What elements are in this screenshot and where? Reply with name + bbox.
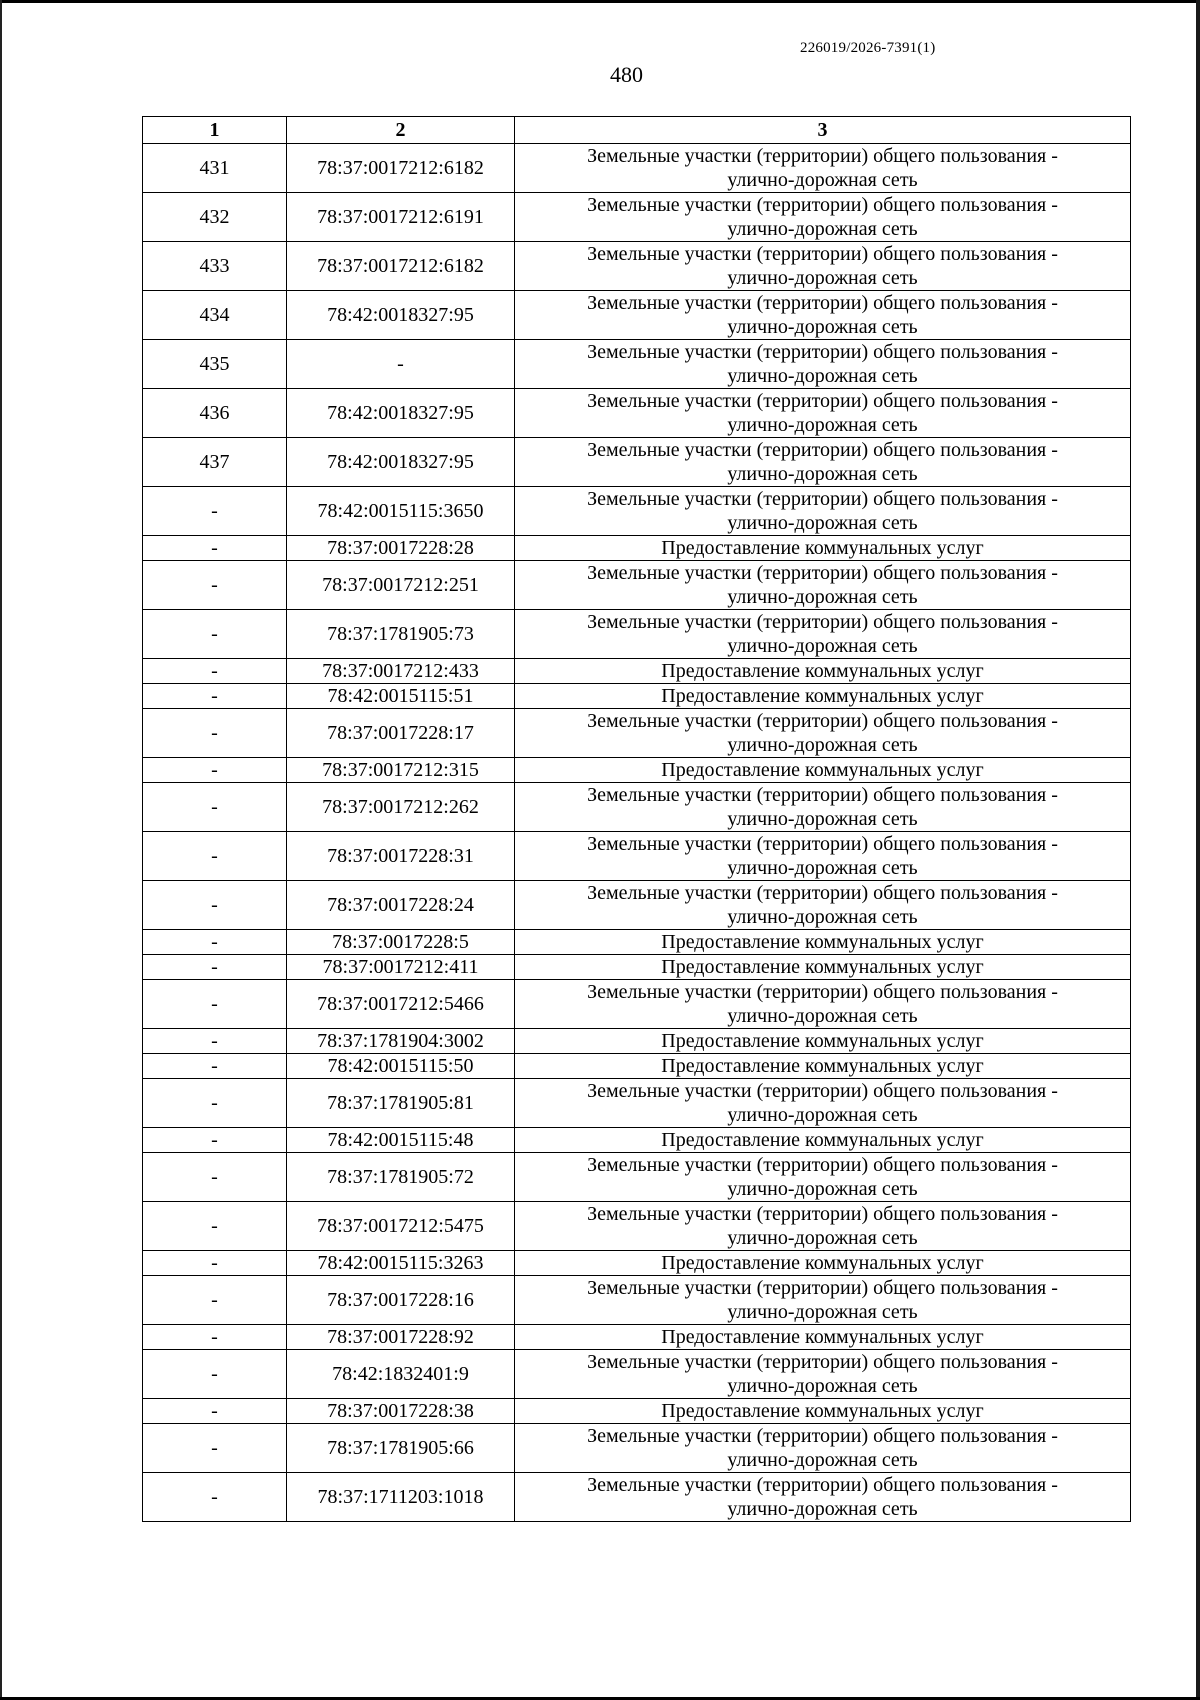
purpose-text-line: улично-дорожная сеть bbox=[727, 635, 918, 657]
purpose-text-line: Предоставление коммунальных услуг bbox=[661, 685, 984, 707]
purpose-text-line: улично-дорожная сеть bbox=[727, 316, 918, 338]
purpose-text-line: улично-дорожная сеть bbox=[727, 512, 918, 534]
table-row bbox=[143, 1079, 1131, 1128]
row-number-cell: - bbox=[143, 930, 287, 955]
purpose-text-line: улично-дорожная сеть bbox=[727, 463, 918, 485]
row-number-cell: - bbox=[143, 1473, 287, 1522]
purpose-text-line: Земельные участки (территории) общего пользования - bbox=[587, 243, 1058, 265]
purpose-text-line: Земельные участки (территории) общего пользования - bbox=[587, 562, 1058, 584]
cadastral-number-cell: 78:37:1711203:1018 bbox=[287, 1473, 515, 1522]
purpose-cell bbox=[515, 1079, 1131, 1128]
table-row bbox=[143, 1054, 1131, 1079]
purpose-text-line: Земельные участки (территории) общего пользования - bbox=[587, 833, 1058, 855]
cadastral-number-cell: 78:42:0018327:95 bbox=[287, 291, 515, 340]
table-row bbox=[143, 1202, 1131, 1251]
purpose-cell bbox=[515, 1424, 1131, 1473]
cadastral-number-cell: 78:37:0017212:5466 bbox=[287, 980, 515, 1029]
purpose-text-line: Предоставление коммунальных услуг bbox=[661, 660, 984, 682]
table-row bbox=[143, 561, 1131, 610]
cadastral-number-cell: 78:42:0015115:51 bbox=[287, 684, 515, 709]
purpose-text-line: улично-дорожная сеть bbox=[727, 1178, 918, 1200]
purpose-cell bbox=[515, 340, 1131, 389]
purpose-text-line: Земельные участки (территории) общего пользования - bbox=[587, 1277, 1058, 1299]
cadastral-number-cell: 78:37:0017228:17 bbox=[287, 709, 515, 758]
table-row bbox=[143, 487, 1131, 536]
table-row bbox=[143, 242, 1131, 291]
row-number-cell: - bbox=[143, 709, 287, 758]
purpose-text-line: Земельные участки (территории) общего пользования - bbox=[587, 882, 1058, 904]
table-row bbox=[143, 930, 1131, 955]
cadastral-number-cell: 78:42:0018327:95 bbox=[287, 389, 515, 438]
purpose-text-line: улично-дорожная сеть bbox=[727, 1498, 918, 1520]
cadastral-number-cell: - bbox=[287, 340, 515, 389]
purpose-text-line: Предоставление коммунальных услуг bbox=[661, 537, 984, 559]
table-row bbox=[143, 881, 1131, 930]
cadastral-number-cell: 78:37:0017228:38 bbox=[287, 1399, 515, 1424]
row-number-cell: - bbox=[143, 980, 287, 1029]
table-row bbox=[143, 1473, 1131, 1522]
row-number-cell: - bbox=[143, 1054, 287, 1079]
purpose-cell bbox=[515, 783, 1131, 832]
purpose-cell bbox=[515, 1128, 1131, 1153]
row-number-cell: - bbox=[143, 684, 287, 709]
purpose-text-line: Земельные участки (территории) общего пользования - bbox=[587, 611, 1058, 633]
cadastral-number-cell: 78:42:0015115:3263 bbox=[287, 1251, 515, 1276]
table-row bbox=[143, 684, 1131, 709]
row-number-cell: - bbox=[143, 1079, 287, 1128]
purpose-text-line: Предоставление коммунальных услуг bbox=[661, 1400, 984, 1422]
header-col-2: 2 bbox=[287, 117, 515, 144]
scan-edge-left bbox=[0, 0, 2, 1700]
table-row bbox=[143, 1153, 1131, 1202]
table-row bbox=[143, 832, 1131, 881]
purpose-text-line: Земельные участки (территории) общего пользования - bbox=[587, 439, 1058, 461]
purpose-cell bbox=[515, 1350, 1131, 1399]
row-number-cell: - bbox=[143, 610, 287, 659]
purpose-cell bbox=[515, 487, 1131, 536]
purpose-cell bbox=[515, 389, 1131, 438]
row-number-cell: 431 bbox=[143, 144, 287, 193]
purpose-text-line: Земельные участки (территории) общего пользования - bbox=[587, 784, 1058, 806]
row-number-cell: - bbox=[143, 1350, 287, 1399]
row-number-cell: 435 bbox=[143, 340, 287, 389]
header-row bbox=[143, 117, 1131, 144]
purpose-text-line: улично-дорожная сеть bbox=[727, 365, 918, 387]
purpose-text-line: улично-дорожная сеть bbox=[727, 169, 918, 191]
cadastral-number-cell: 78:42:0018327:95 bbox=[287, 438, 515, 487]
purpose-cell bbox=[515, 1473, 1131, 1522]
purpose-cell bbox=[515, 610, 1131, 659]
row-number-cell: - bbox=[143, 1399, 287, 1424]
table-row bbox=[143, 659, 1131, 684]
cadastral-number-cell: 78:37:0017212:251 bbox=[287, 561, 515, 610]
row-number-cell: 437 bbox=[143, 438, 287, 487]
cadastral-number-cell: 78:37:1781905:66 bbox=[287, 1424, 515, 1473]
cadastral-number-cell: 78:37:0017212:6191 bbox=[287, 193, 515, 242]
row-number-cell: - bbox=[143, 487, 287, 536]
row-number-cell: - bbox=[143, 536, 287, 561]
table-row bbox=[143, 980, 1131, 1029]
row-number-cell: - bbox=[143, 1251, 287, 1276]
purpose-text-line: Земельные участки (территории) общего пользования - bbox=[587, 341, 1058, 363]
row-number-cell: - bbox=[143, 1029, 287, 1054]
document-id: 226019/2026-7391(1) bbox=[800, 40, 936, 56]
row-number-cell: - bbox=[143, 783, 287, 832]
table-row bbox=[143, 291, 1131, 340]
table-row bbox=[143, 1325, 1131, 1350]
purpose-text-line: Земельные участки (территории) общего пользования - bbox=[587, 488, 1058, 510]
cadastral-number-cell: 78:37:0017212:6182 bbox=[287, 144, 515, 193]
purpose-text-line: улично-дорожная сеть bbox=[727, 267, 918, 289]
purpose-text-line: Предоставление коммунальных услуг bbox=[661, 1129, 984, 1151]
purpose-text-line: Предоставление коммунальных услуг bbox=[661, 1252, 984, 1274]
table-header bbox=[143, 117, 1131, 144]
table-row bbox=[143, 955, 1131, 980]
purpose-cell bbox=[515, 1054, 1131, 1079]
purpose-cell bbox=[515, 193, 1131, 242]
purpose-text-line: Земельные участки (территории) общего пользования - bbox=[587, 194, 1058, 216]
purpose-cell bbox=[515, 881, 1131, 930]
purpose-text-line: улично-дорожная сеть bbox=[727, 1375, 918, 1397]
cadastral-number-cell: 78:37:1781905:81 bbox=[287, 1079, 515, 1128]
table-row bbox=[143, 1276, 1131, 1325]
purpose-cell bbox=[515, 955, 1131, 980]
purpose-text-line: Земельные участки (территории) общего пользования - bbox=[587, 710, 1058, 732]
purpose-text-line: Предоставление коммунальных услуг bbox=[661, 931, 984, 953]
purpose-text-line: Земельные участки (территории) общего пользования - bbox=[587, 1203, 1058, 1225]
header-col-1: 1 bbox=[143, 117, 287, 144]
table-row bbox=[143, 610, 1131, 659]
cadastral-number-cell: 78:42:1832401:9 bbox=[287, 1350, 515, 1399]
page-number: 480 bbox=[610, 62, 643, 87]
purpose-text-line: улично-дорожная сеть bbox=[727, 218, 918, 240]
cadastral-number-cell: 78:37:0017212:6182 bbox=[287, 242, 515, 291]
purpose-text-line: улично-дорожная сеть bbox=[727, 1005, 918, 1027]
purpose-text-line: Земельные участки (территории) общего пользования - bbox=[587, 1425, 1058, 1447]
purpose-cell bbox=[515, 659, 1131, 684]
purpose-cell bbox=[515, 1202, 1131, 1251]
purpose-text-line: Земельные участки (территории) общего пользования - bbox=[587, 292, 1058, 314]
row-number-cell: - bbox=[143, 955, 287, 980]
cadastral-number-cell: 78:37:0017228:5 bbox=[287, 930, 515, 955]
purpose-cell bbox=[515, 144, 1131, 193]
row-number-cell: 436 bbox=[143, 389, 287, 438]
cadastral-number-cell: 78:37:1781904:3002 bbox=[287, 1029, 515, 1054]
row-number-cell: - bbox=[143, 659, 287, 684]
purpose-text-line: улично-дорожная сеть bbox=[727, 1449, 918, 1471]
cadastral-number-cell: 78:37:0017228:28 bbox=[287, 536, 515, 561]
header-col-3: 3 bbox=[515, 117, 1131, 144]
row-number-cell: - bbox=[143, 832, 287, 881]
purpose-text-line: Земельные участки (территории) общего пользования - bbox=[587, 1080, 1058, 1102]
row-number-cell: 434 bbox=[143, 291, 287, 340]
table-row bbox=[143, 1128, 1131, 1153]
row-number-cell: - bbox=[143, 561, 287, 610]
row-number-cell: - bbox=[143, 1202, 287, 1251]
purpose-text-line: Предоставление коммунальных услуг bbox=[661, 1055, 984, 1077]
row-number-cell: 432 bbox=[143, 193, 287, 242]
row-number-cell: - bbox=[143, 1153, 287, 1202]
purpose-text-line: Земельные участки (территории) общего пользования - bbox=[587, 1474, 1058, 1496]
land-plots-table bbox=[142, 116, 1131, 1522]
purpose-cell bbox=[515, 1029, 1131, 1054]
row-number-cell: - bbox=[143, 1276, 287, 1325]
table-row bbox=[143, 438, 1131, 487]
purpose-cell bbox=[515, 758, 1131, 783]
purpose-text-line: Предоставление коммунальных услуг bbox=[661, 1326, 984, 1348]
cadastral-number-cell: 78:37:0017212:5475 bbox=[287, 1202, 515, 1251]
row-number-cell: - bbox=[143, 758, 287, 783]
purpose-cell bbox=[515, 930, 1131, 955]
purpose-text-line: улично-дорожная сеть bbox=[727, 808, 918, 830]
table-row bbox=[143, 1424, 1131, 1473]
row-number-cell: - bbox=[143, 881, 287, 930]
table-row bbox=[143, 1399, 1131, 1424]
purpose-text-line: Предоставление коммунальных услуг bbox=[661, 759, 984, 781]
purpose-text-line: улично-дорожная сеть bbox=[727, 1227, 918, 1249]
row-number-cell: - bbox=[143, 1424, 287, 1473]
cadastral-number-cell: 78:37:0017228:24 bbox=[287, 881, 515, 930]
purpose-cell bbox=[515, 1251, 1131, 1276]
purpose-cell bbox=[515, 684, 1131, 709]
cadastral-number-cell: 78:37:0017228:16 bbox=[287, 1276, 515, 1325]
purpose-cell bbox=[515, 1153, 1131, 1202]
purpose-text-line: улично-дорожная сеть bbox=[727, 857, 918, 879]
row-number-cell: - bbox=[143, 1128, 287, 1153]
table-row bbox=[143, 709, 1131, 758]
table-row bbox=[143, 1251, 1131, 1276]
purpose-cell bbox=[515, 980, 1131, 1029]
cadastral-number-cell: 78:37:0017212:315 bbox=[287, 758, 515, 783]
table-row bbox=[143, 783, 1131, 832]
purpose-text-line: Предоставление коммунальных услуг bbox=[661, 1030, 984, 1052]
purpose-text-line: Земельные участки (территории) общего пользования - bbox=[587, 390, 1058, 412]
purpose-text-line: Земельные участки (территории) общего пользования - bbox=[587, 1154, 1058, 1176]
table-row bbox=[143, 389, 1131, 438]
purpose-text-line: улично-дорожная сеть bbox=[727, 1104, 918, 1126]
scan-edge-right bbox=[1196, 0, 1200, 1700]
cadastral-number-cell: 78:37:0017212:433 bbox=[287, 659, 515, 684]
purpose-text-line: Земельные участки (территории) общего пользования - bbox=[587, 981, 1058, 1003]
table-row bbox=[143, 1350, 1131, 1399]
purpose-cell bbox=[515, 291, 1131, 340]
purpose-cell bbox=[515, 832, 1131, 881]
table-row bbox=[143, 536, 1131, 561]
purpose-text-line: улично-дорожная сеть bbox=[727, 586, 918, 608]
cadastral-number-cell: 78:37:1781905:72 bbox=[287, 1153, 515, 1202]
table-row bbox=[143, 340, 1131, 389]
purpose-text-line: улично-дорожная сеть bbox=[727, 414, 918, 436]
scan-edge-top bbox=[0, 0, 1200, 3]
purpose-cell bbox=[515, 1276, 1131, 1325]
purpose-text-line: улично-дорожная сеть bbox=[727, 734, 918, 756]
purpose-text-line: Земельные участки (территории) общего пользования - bbox=[587, 1351, 1058, 1373]
purpose-text-line: Предоставление коммунальных услуг bbox=[661, 956, 984, 978]
table-row bbox=[143, 144, 1131, 193]
cadastral-number-cell: 78:42:0015115:48 bbox=[287, 1128, 515, 1153]
table-row bbox=[143, 758, 1131, 783]
purpose-text-line: улично-дорожная сеть bbox=[727, 906, 918, 928]
row-number-cell: 433 bbox=[143, 242, 287, 291]
purpose-cell bbox=[515, 561, 1131, 610]
purpose-text-line: улично-дорожная сеть bbox=[727, 1301, 918, 1323]
cadastral-number-cell: 78:37:0017228:92 bbox=[287, 1325, 515, 1350]
purpose-text-line: Земельные участки (территории) общего пользования - bbox=[587, 145, 1058, 167]
purpose-cell bbox=[515, 1325, 1131, 1350]
purpose-cell bbox=[515, 1399, 1131, 1424]
table-body bbox=[143, 144, 1131, 1522]
purpose-cell bbox=[515, 709, 1131, 758]
table-row bbox=[143, 1029, 1131, 1054]
cadastral-number-cell: 78:42:0015115:3650 bbox=[287, 487, 515, 536]
row-number-cell: - bbox=[143, 1325, 287, 1350]
cadastral-number-cell: 78:37:0017212:411 bbox=[287, 955, 515, 980]
cadastral-number-cell: 78:37:1781905:73 bbox=[287, 610, 515, 659]
cadastral-number-cell: 78:37:0017228:31 bbox=[287, 832, 515, 881]
purpose-cell bbox=[515, 536, 1131, 561]
cadastral-number-cell: 78:37:0017212:262 bbox=[287, 783, 515, 832]
purpose-cell bbox=[515, 242, 1131, 291]
cadastral-number-cell: 78:42:0015115:50 bbox=[287, 1054, 515, 1079]
purpose-cell bbox=[515, 438, 1131, 487]
table-row bbox=[143, 193, 1131, 242]
